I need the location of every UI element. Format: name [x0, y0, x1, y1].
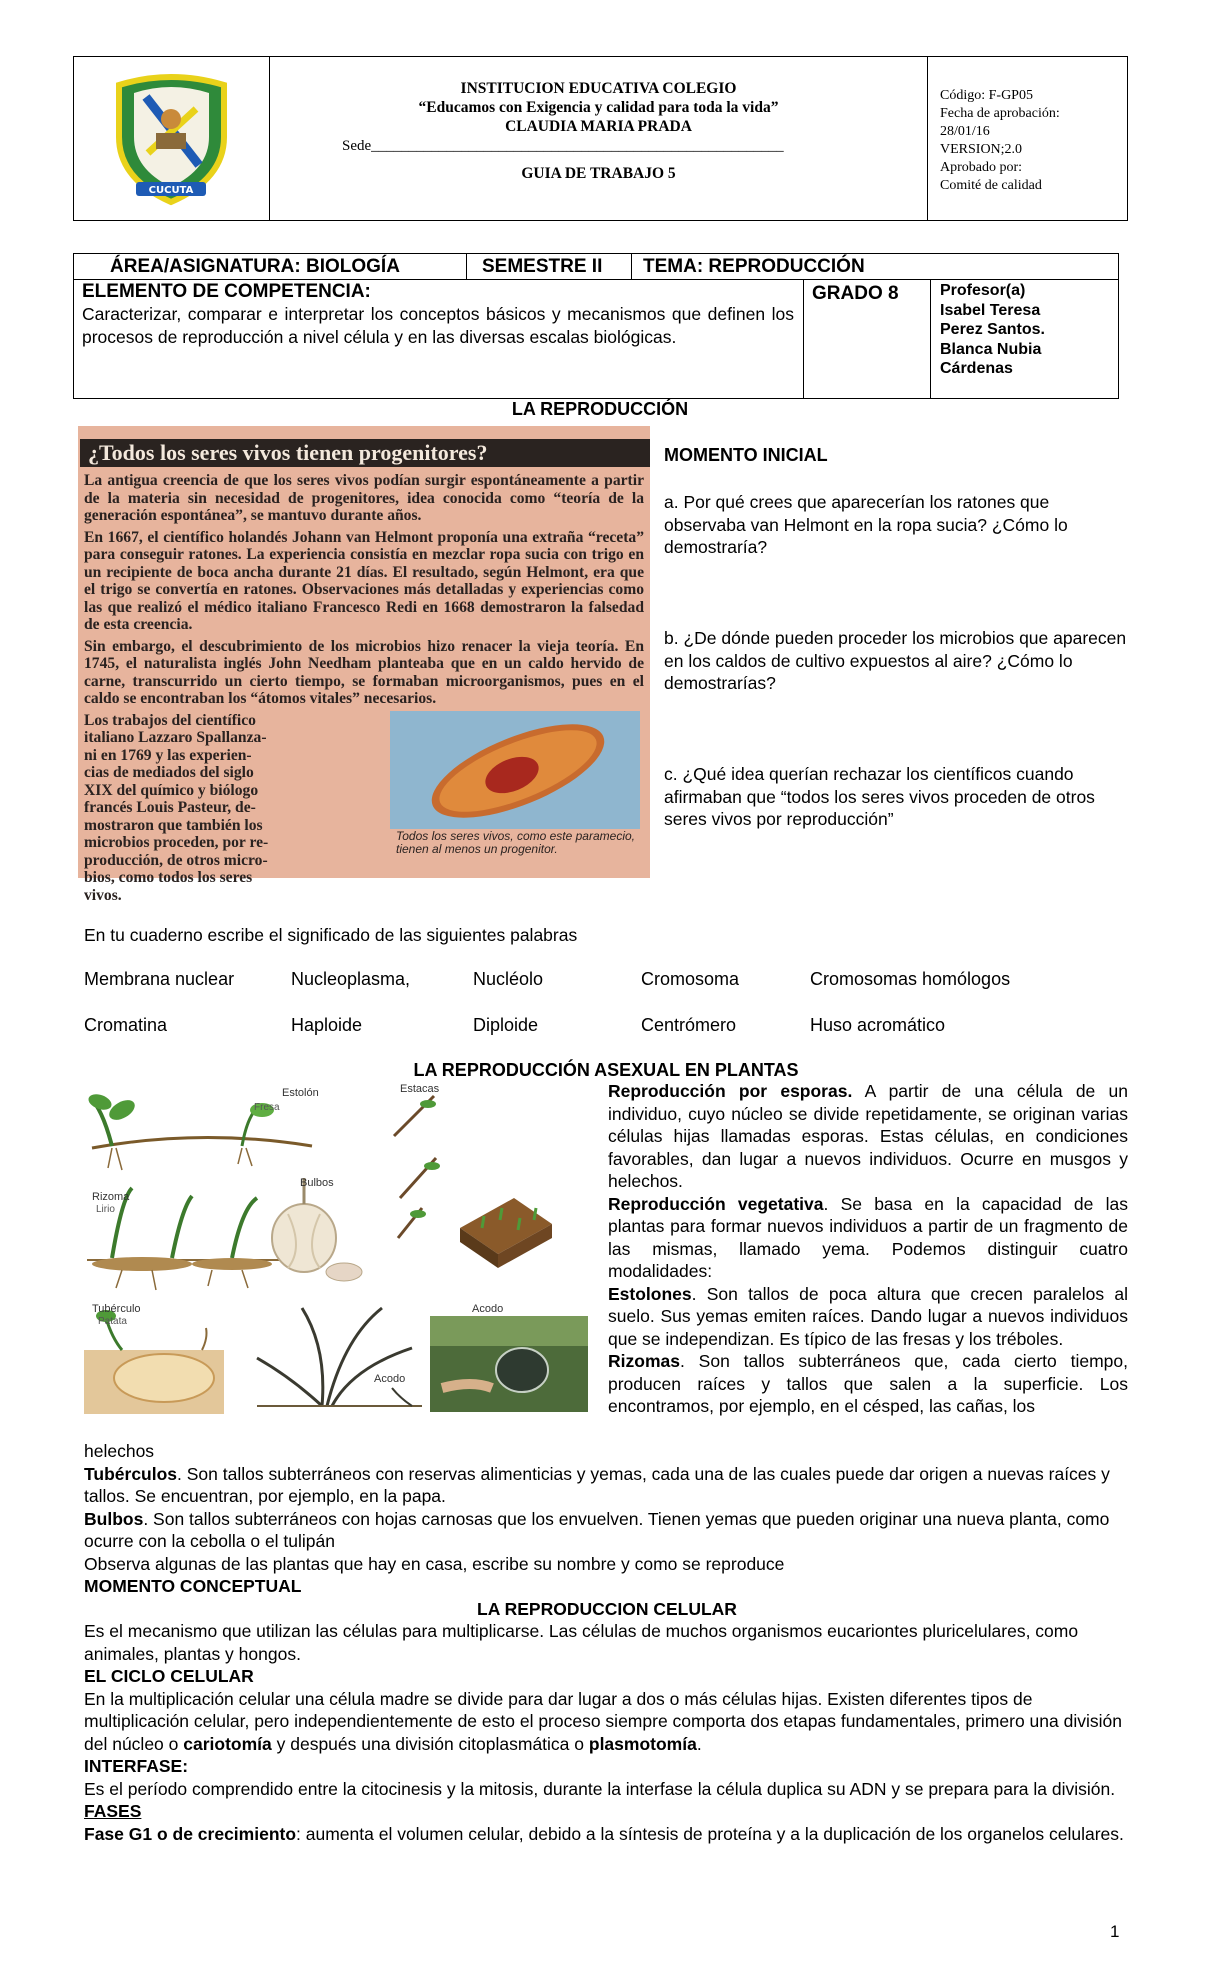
clipping-paragraph: La antigua creencia de que los seres vivos podían surgir espontáneamente a partir de la materia sin necesidad de progenitores, idea conocida como “teoría de la generación espontánea”, se mantuvo durante años.	[84, 472, 644, 524]
teacher-line: Perez Santos.	[940, 321, 1045, 338]
approved-by: Aprobado por:	[940, 160, 1023, 175]
clipping-line: ni en 1769 y las experien-	[84, 746, 252, 764]
fig-label: Acodo	[374, 1373, 406, 1385]
vocab-word: Huso acromático	[810, 1015, 946, 1035]
vocab-word: Diploide	[473, 1015, 539, 1035]
g1-text: : aumenta el volumen celular, debido a la síntesis de proteína y a la duplicación de los organelos celulares.	[296, 1823, 1124, 1844]
fig-label: Estolón	[282, 1087, 319, 1099]
clipping-line: bios, como todos los seres	[84, 869, 253, 886]
spore-paragraph	[608, 1080, 1128, 1193]
rhizome-paragraph	[608, 1350, 1128, 1418]
question-a: a. Por qué crees que aparecerían los ratones que observaba van Helmont en la ropa sucia? ¿Cómo lo demostraría?	[664, 492, 1068, 557]
clipping-line: producción, de otros micro-	[84, 851, 268, 869]
vocab-word: Cromosomas homólogos	[810, 969, 1011, 989]
bulb-illustration	[272, 1178, 362, 1281]
g1-term: Fase G1 o de crecimiento	[84, 1823, 297, 1844]
clipping-paragraph: En 1667, el científico holandés Johann van Helmont proponía una extraña “receta” para conseguir ratones. La experiencia consistía en mezclar ropa sucia con trigo en un recipiente de boca ancha durante 21 días. El resultado, según Helmont, era que el trigo se convertía en ratones. Observaciones más detalladas y experiencias como las que realizó el médico italiano Francesco Redi en 1668 demostraron la falsedad de esta creencia.	[84, 528, 644, 633]
fig-label: Bulbos	[300, 1177, 334, 1189]
rhizome-text: . Son tallos subterráneos que, cada cierto tiempo, producen raíces y tallos que salen a la superficie. Los encontramos, por ejemplo, en el césped, las cañas, los	[608, 1351, 1128, 1416]
guide-title: GUIA DE TRABAJO 5	[521, 165, 676, 182]
asexual-right-column	[608, 1080, 1128, 1418]
clipping-line: Los trabajos del científico	[84, 711, 256, 729]
cuttings-illustration	[394, 1096, 552, 1268]
fig-label: Acodo	[472, 1303, 504, 1315]
teacher-line: Isabel Teresa	[940, 301, 1041, 319]
phases-title: FASES	[84, 1801, 142, 1821]
rhizome-continuation: helechos	[84, 1441, 155, 1461]
tuber-paragraph	[84, 1463, 1130, 1508]
vocab-word: Haploide	[291, 1015, 363, 1035]
momento-conceptual-title: MOMENTO CONCEPTUAL	[84, 1576, 302, 1596]
question-b: b. ¿De dónde pueden proceder los microbios que aparecen en los caldos de cultivo expuestos al aire? ¿Cómo lo demostrarías?	[664, 628, 1127, 693]
clipping-line: francés Louis Pasteur, de-	[84, 799, 256, 816]
doc-code: Código: F-GP05	[940, 88, 1033, 103]
textbook-clipping	[78, 426, 650, 904]
paramecium-photo	[390, 711, 640, 829]
clipping-line: cias de mediados del siglo	[84, 764, 254, 781]
clipping-paragraph: Sin embargo, el descubrimiento de los microbios hizo renacer la vieja teoría. En 1745, el naturalista inglés John Needham planteaba que en un caldo hervido de carne, transcurrido un cierto tiempo, se formaban microorganismos, pues en el caldo se encontraban los “átomos vitales” necesarios.	[84, 637, 644, 707]
teacher-line: Blanca Nubia	[940, 340, 1042, 358]
teacher-info	[940, 281, 1045, 379]
cell-reproduction-title: LA REPRODUCCION CELULAR	[477, 1598, 737, 1619]
doc-version: VERSION;2.0	[940, 142, 1023, 157]
fig-label: Fresa	[254, 1102, 280, 1113]
spore-term: Reproducción por esporas.	[608, 1081, 853, 1101]
competence-title: ELEMENTO DE COMPETENCIA:	[82, 281, 371, 302]
vocabulary-intro: En tu cuaderno escribe el significado de las siguientes palabras	[84, 925, 578, 945]
air-layering-photo	[430, 1316, 588, 1412]
layering-shrub-illustration	[257, 1308, 422, 1406]
cell-cycle-title: EL CICLO CELULAR	[84, 1666, 254, 1686]
vegetative-term: Reproducción vegetativa	[608, 1193, 824, 1214]
cell-cycle-text-part: .	[696, 1733, 702, 1754]
fig-label: Lirio	[96, 1204, 115, 1215]
competence-text: Caracterizar, comparar e interpretar los conceptos básicos y mecanismos que definen los procesos de reproducción a nivel célula y en las diversas escalas biológicas.	[82, 304, 794, 347]
topic-label: TEMA: REPRODUCCIÓN	[643, 256, 865, 277]
cell-reproduction-text: Es el mecanismo que utilizan las células para multiplicarse. Las células de muchos organismos eucariontes pluricelulares, como animales, plantas y hongos.	[84, 1621, 1079, 1664]
rhizome-term: Rizomas	[608, 1351, 680, 1371]
clipping-caption: Todos los seres vivos, como este paramecio, tienen al menos un progenitor.	[396, 829, 635, 856]
asexual-title: LA REPRODUCCIÓN ASEXUAL EN PLANTAS	[413, 1060, 799, 1080]
bulb-paragraph	[84, 1508, 1130, 1553]
stolon-term: Estolones	[608, 1283, 692, 1304]
bulb-term: Bulbos	[84, 1508, 144, 1529]
semester-label: SEMESTRE II	[482, 256, 603, 277]
logo-text: CUCUTA	[148, 185, 194, 196]
clipping-line: vivos.	[84, 886, 122, 904]
clipping-spallanzani	[84, 712, 374, 905]
vegetative-paragraph	[608, 1193, 1128, 1283]
g1-paragraph	[84, 1823, 1130, 1846]
clipping-line: italiano Lazzaro Spallanza-	[84, 729, 267, 746]
institution-info	[270, 57, 927, 220]
tuber-term: Tubérculos	[84, 1463, 178, 1484]
fig-label: Tubérculo	[92, 1303, 141, 1315]
vocab-word: Centrómero	[641, 1015, 737, 1035]
approval-label: Fecha de aprobación:	[940, 106, 1060, 121]
subject-table	[73, 253, 1119, 399]
clipping-line: microbios proceden, por re-	[84, 834, 269, 851]
stolon-paragraph	[608, 1283, 1128, 1351]
vocab-word: Cromosoma	[641, 969, 740, 989]
stolon-text: . Son tallos de poca altura que crecen paralelos al suelo. Sus yemas emiten raíces. Dando lugar a nuevos individuos que se independizan. Es típico de las fresas y los tréboles.	[608, 1283, 1128, 1349]
interphase-text: Es el período comprendido entre la citocinesis y la mitosis, durante la interfase la célula duplica su ADN y se prepara para la división.	[84, 1778, 1116, 1799]
subject-label: ÁREA/ASIGNATURA: BIOLOGÍA	[110, 256, 400, 277]
clipping-title: ¿Todos los seres vivos tienen progenitores?	[80, 439, 650, 467]
spore-text: A partir de una célula de un individuo, cuyo núcleo se divide repetidamente, se originan varias células hijas llamadas esporas. Estas células, en condiciones favorables, dan lugar a nuevos individuos. Ocurre en musgos y helechos.	[608, 1081, 1129, 1191]
school-name: CLAUDIA MARIA PRADA	[505, 118, 692, 135]
fig-label: Patata	[98, 1316, 127, 1327]
plasmotomy-term: plasmotomía	[588, 1733, 697, 1754]
document-header	[73, 56, 1128, 221]
clipping-line: mostraron que también los	[84, 816, 263, 834]
karyotomy-term: cariotomía	[183, 1733, 272, 1754]
document-control-cell	[927, 57, 1128, 220]
vocab-word: Nucléolo	[473, 969, 544, 989]
page-number: 1	[1110, 1922, 1120, 1941]
subject-row	[74, 254, 1118, 280]
section-title: LA REPRODUCCIÓN	[511, 399, 689, 419]
approval-date: 28/01/16	[940, 124, 990, 139]
rhizome-illustration	[87, 1188, 297, 1290]
bulb-text: . Son tallos subterráneos con hojas carnosas que los envuelven. Tienen yemas que pueden originar una nueva planta, como ocurre con la cebolla o el tulipán	[84, 1508, 1110, 1551]
vocab-word: Membrana nuclear	[84, 969, 235, 989]
question-c: c. ¿Qué idea querían rechazar los científicos cuando afirmaban que “todos los seres vivos proceden de otros seres vivos por reproducción”	[664, 764, 1095, 829]
institution-name: INSTITUCION EDUCATIVA COLEGIO	[460, 80, 737, 97]
grade-label: GRADO 8	[812, 283, 899, 304]
logo-cell	[74, 57, 270, 220]
cell-cycle-text-part: En la multiplicación celular una célula madre se divide para dar lugar a dos o más células hijas. Existen diferentes tipos de multiplicación celular, pero independientemente de esto el proceso siempre comporta dos etapas fundamentales, primero una división del núcleo o	[84, 1688, 1122, 1754]
cell-cycle-text	[84, 1688, 1130, 1756]
momento-inicial-title: MOMENTO INICIAL	[664, 445, 828, 465]
teacher-line: Cárdenas	[940, 360, 1013, 377]
fig-label: Estacas	[400, 1083, 440, 1095]
school-crest-logo	[74, 57, 269, 220]
sede-line: Sede_______________________________________________________	[342, 138, 784, 154]
tuber-text: . Son tallos subterráneos con reservas alimenticias y yemas, cada una de las cuales puede dar origen a nuevas raíces y tallos. Se encuentran, por ejemplo, en la papa.	[84, 1463, 1110, 1506]
asexual-full-width	[84, 1440, 1130, 1845]
clipping-line: XIX del químico y biólogo	[84, 781, 259, 799]
vocab-word: Cromatina	[84, 1015, 168, 1035]
institution-motto: “Educamos con Exigencia y calidad para toda la vida”	[418, 99, 779, 116]
cell-cycle-text-part: y después una división citoplasmática o	[271, 1733, 589, 1754]
fig-label: Rizoma	[92, 1191, 130, 1203]
asexual-reproduction-figure	[82, 1083, 590, 1418]
teacher-line: Profesor(a)	[940, 282, 1026, 299]
vocab-word: Nucleoplasma,	[291, 969, 411, 989]
interphase-title: INTERFASE:	[84, 1756, 189, 1776]
observe-activity: Observa algunas de las plantas que hay en casa, escribe su nombre y como se reproduce	[84, 1553, 785, 1574]
vegetative-text: . Se basa en la capacidad de las plantas para formar nuevos individuos a partir de un fragmento de las mismas, llamado yema. Podemos distinguir cuatro modalidades:	[608, 1193, 1128, 1281]
committee: Comité de calidad	[940, 178, 1042, 193]
